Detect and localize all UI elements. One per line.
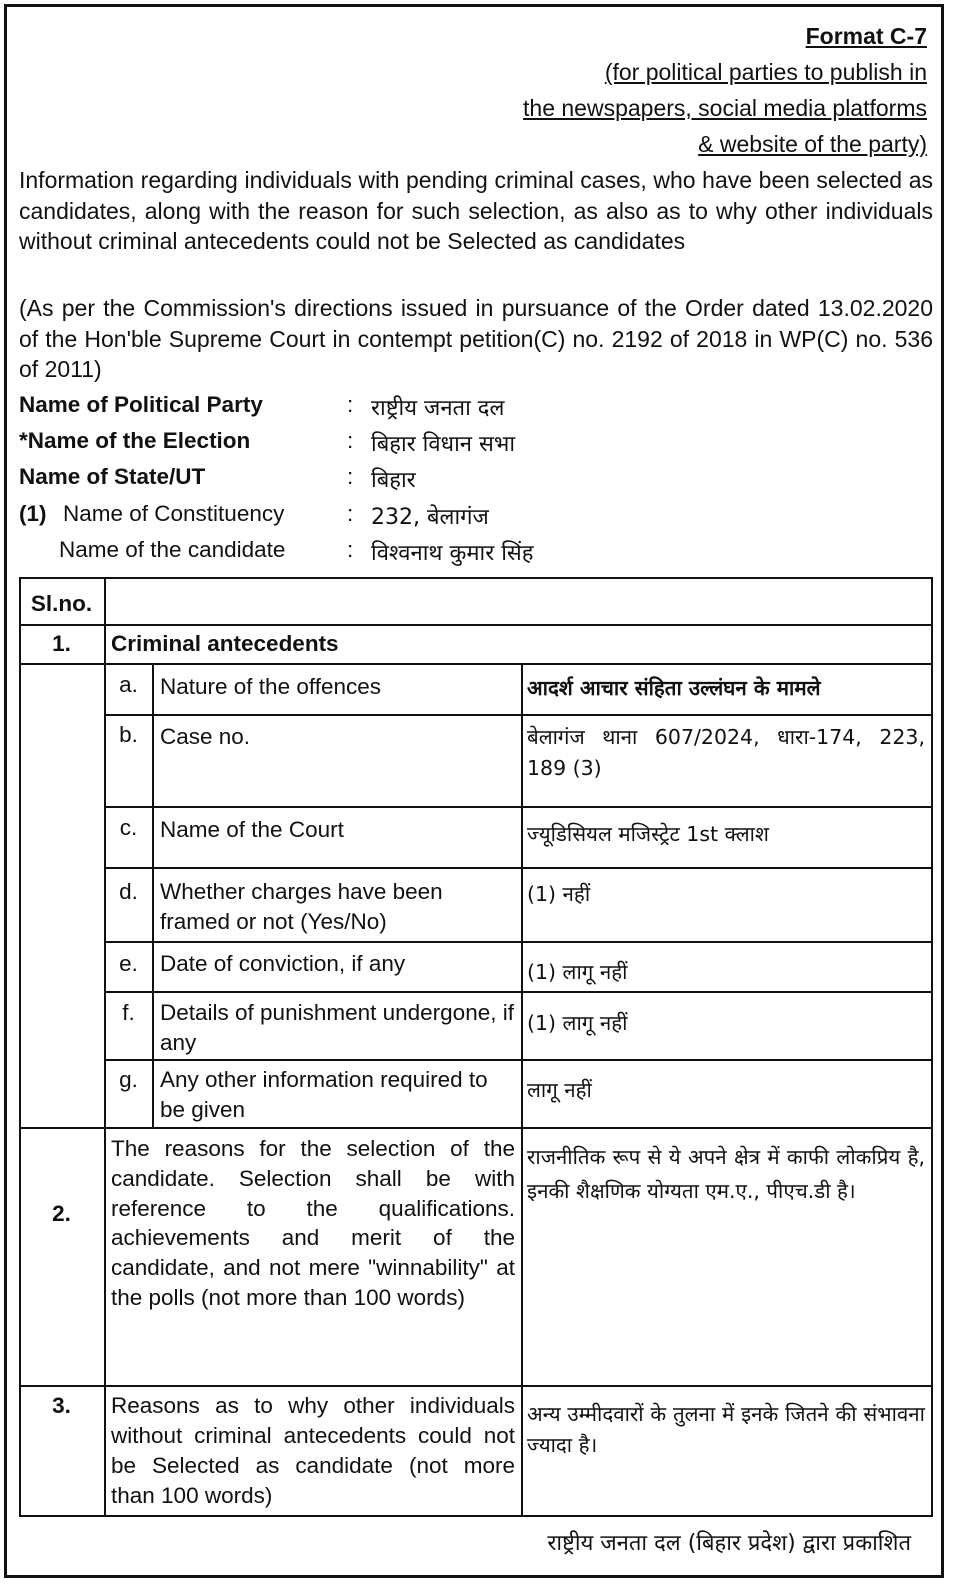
- row-divider: [19, 1385, 933, 1387]
- sub-label: Details of punishment undergone, if any: [160, 1000, 514, 1055]
- colon: :: [347, 537, 354, 562]
- row-divider: [19, 624, 933, 626]
- column-divider: [104, 577, 106, 1517]
- row1-title: Criminal antecedents: [111, 631, 339, 656]
- sub-row-divider: [104, 714, 933, 716]
- election-value: बिहार विधान सभा: [371, 432, 516, 457]
- sub-letter: e.: [119, 951, 138, 976]
- intro-paragraph: Information regarding individuals with pending criminal cases, who have been selected as candidates, along with the reason for such selection, as also as to why other individuals without criminal antecedents could not be Selected as candidates: [19, 167, 933, 254]
- sub-value: आदर्श आचार संहिता उल्लंघन के मामले: [527, 676, 821, 700]
- table-border-top: [19, 577, 933, 579]
- row1-number: 1.: [52, 631, 71, 656]
- sub-letter: c.: [119, 815, 138, 840]
- row-divider: [19, 1127, 933, 1129]
- criminal-antecedents-table: [19, 577, 933, 1517]
- sub-label: Name of the Court: [160, 817, 344, 842]
- sub-value: ज्यूडिसियल मजिस्ट्रेट 1st क्लाश: [527, 822, 769, 846]
- slno-header: Sl.no.: [30, 591, 93, 616]
- sub-row-divider: [104, 941, 933, 943]
- sub-letter: d.: [119, 879, 138, 904]
- sub-letter: f.: [122, 1000, 135, 1025]
- row2-number: 2.: [52, 1201, 71, 1226]
- table-border-left: [19, 577, 21, 1517]
- directions-paragraph: (As per the Commission's directions issued in pursuance of the Order dated 13.02.2020 of the Hon'ble Supreme Court in contempt petition(C) no. 2192 of 2018 in WP(C) no. 536 of 2011): [19, 295, 933, 382]
- sub-letter: g.: [119, 1067, 138, 1092]
- sub-row-divider: [104, 806, 933, 808]
- sub-row-divider: [104, 1059, 933, 1061]
- sub-label: Nature of the offences: [160, 674, 381, 699]
- colon: :: [347, 464, 354, 489]
- party-label: Name of Political Party: [19, 392, 263, 417]
- row-divider: [19, 663, 933, 665]
- sub-value: (1) लागू नहीं: [527, 960, 628, 984]
- sub-letter: b.: [119, 722, 138, 747]
- sub-label: Any other information required to be given: [160, 1067, 488, 1122]
- sub-value: बेलागंज थाना 607/2024, धारा-174, 223, 189 (3): [527, 725, 925, 780]
- constituency-number: (1): [19, 501, 47, 526]
- sub-label: Date of conviction, if any: [160, 951, 406, 976]
- election-label: *Name of the Election: [19, 428, 251, 453]
- format-subtitle-line3: & website of the party): [698, 131, 927, 157]
- sub-letter: a.: [119, 672, 138, 697]
- document-page: [4, 4, 944, 1578]
- sub-value: (1) नहीं: [527, 882, 591, 906]
- format-title: Format C-7: [805, 23, 927, 49]
- sub-label: Whether charges have been framed or not (Yes/No): [160, 879, 443, 934]
- party-value: राष्ट्रीय जनता दल: [371, 396, 505, 421]
- sub-row-divider: [104, 867, 933, 869]
- format-subtitle-line1: (for political parties to publish in: [604, 59, 927, 85]
- row3-number: 3.: [52, 1393, 71, 1418]
- row3-label: Reasons as to why other individuals without criminal antecedents could not be Selected as candidate (not more than 100 words): [111, 1393, 515, 1508]
- table-border-right: [931, 577, 933, 1517]
- sub-value: लागू नहीं: [527, 1078, 592, 1102]
- publisher-footer: राष्ट्रीय जनता दल (बिहार प्रदेश) द्वारा प्रकाशित: [547, 1531, 911, 1556]
- table-border-bottom: [19, 1515, 933, 1517]
- value-column-divider: [521, 663, 523, 1517]
- sub-value: (1) लागू नहीं: [527, 1011, 628, 1035]
- colon: :: [347, 501, 354, 526]
- candidate-value: विश्वनाथ कुमार सिंह: [371, 541, 534, 566]
- colon: :: [347, 428, 354, 453]
- sub-label: Case no.: [160, 724, 251, 749]
- candidate-label: Name of the candidate: [59, 537, 286, 562]
- row2-label: The reasons for the selection of the candidate. Selection shall be with reference to the qualifications. achievements and merit of the candidate, and not mere "winnability" at the polls (not more than 100 words): [111, 1136, 515, 1310]
- constituency-value: 232, बेलागंज: [371, 505, 489, 530]
- letter-column-divider: [152, 663, 154, 1127]
- sub-row-divider: [104, 991, 933, 993]
- row2-value: राजनीतिक रूप से ये अपने क्षेत्र में काफी लोकप्रिय है, इनकी शैक्षणिक योग्यता एम.ए., पीएच.डी है।: [527, 1145, 925, 1203]
- constituency-label: Name of Constituency: [63, 501, 285, 526]
- colon: :: [347, 392, 354, 417]
- row3-value: अन्य उम्मीदवारों के तुलना में इनके जितने की संभावना ज्यादा है।: [527, 1402, 925, 1457]
- state-value: बिहार: [371, 468, 416, 493]
- format-subtitle-line2: the newspapers, social media platforms: [523, 95, 927, 121]
- state-label: Name of State/UT: [19, 464, 206, 489]
